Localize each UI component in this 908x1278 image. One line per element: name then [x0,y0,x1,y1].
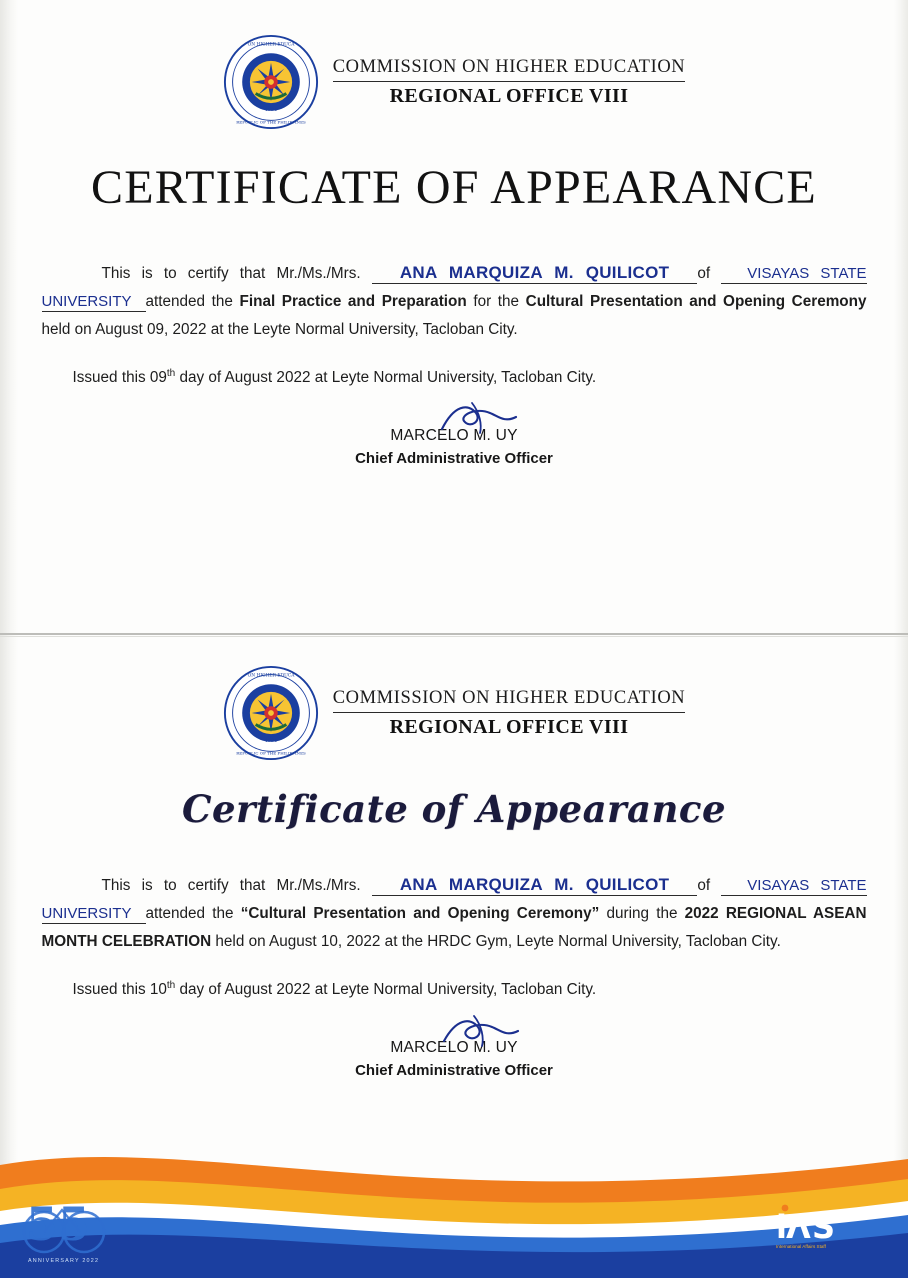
certificate-2-title-block [0,787,908,831]
certificate-1-body [42,259,867,344]
svg-text:55: 55 [26,1197,91,1251]
office-name: REGIONAL OFFICE VIII [389,715,629,738]
ched-seal-icon [223,34,319,130]
header-rule [333,712,686,713]
svg-text:S: S [812,1208,836,1246]
certificate-2-part-2: during the [599,905,685,922]
svg-text:Λ: Λ [786,1208,811,1246]
certificate-2-part-0: attended the [145,905,241,922]
certificate-1-header [0,34,908,130]
certificate-1-header-text [333,57,686,108]
certificate-1-signatory-name: MARCELO M. UY [390,427,518,445]
certificate-1-intro: This is to certify that Mr./Ms./Mrs. [101,265,361,282]
header-rule [333,81,686,82]
svg-text:i: i [776,1208,787,1246]
svg-text:1994: 1994 [264,738,277,744]
office-name: REGIONAL OFFICE VIII [389,84,629,107]
certificate-2-issued-suffix: day of August 2022 at Leyte Normal University, Tacloban City. [175,981,597,999]
footer-decorative-art [0,1103,908,1278]
svg-text:1994: 1994 [264,107,277,113]
certificate-2-school-field: VISAYAS STATE UNIVERSITY [41,877,867,922]
certificate-2-part-1: “Cultural Presentation and Opening Ceremony” [240,905,600,922]
certificate-1-issued-line [11,368,898,387]
certificate-2-name-field: ANA MARQUIZA M. QUILICOT [372,875,697,896]
certificate-1-part-0: attended the [145,293,240,310]
ias-logo-icon [772,1200,882,1252]
certificate-1 [0,0,908,467]
certificate-1-part-3: Cultural Presentation and Opening Ceremony [525,293,867,310]
55-anniversary-logo-icon [18,1188,128,1268]
certificate-2 [0,637,908,1079]
certificate-1-signature-block [0,427,908,467]
certificate-1-part-1: Final Practice and Preparation [239,293,467,310]
certificate-2-intro: This is to certify that Mr./Ms./Mrs. [101,877,361,894]
certificate-2-header-text [333,688,686,739]
svg-text:ON HIGHER EDUCA: ON HIGHER EDUCA [247,673,295,679]
certificate-1-name-field: ANA MARQUIZA M. QUILICOT [372,263,697,284]
certificate-2-issued-ordinal: th [166,980,176,991]
certificate-2-signatory-name: MARCELO M. UY [390,1039,518,1057]
certificate-1-after-name: of [697,265,711,282]
organization-name: COMMISSION ON HIGHER EDUCATION [332,56,686,77]
certificate-2-body [42,871,867,956]
certificate-1-part-2: for the [466,293,526,310]
certificate-1-school-field: VISAYAS STATE UNIVERSITY [41,265,867,310]
svg-text:ANNIVERSARY 2022: ANNIVERSARY 2022 [28,1258,100,1264]
certificate-2-part-4: held on August 10, 2022 at the HRDC Gym, Leyte Normal University, Tacloban City. [211,933,781,950]
certificate-2-after-name: of [697,877,711,894]
certificate-2-title: Certificate of Appearance [182,787,726,831]
page-divider [0,633,908,635]
certificate-1-title-block [0,160,908,215]
organization-name: COMMISSION ON HIGHER EDUCATION [332,687,686,708]
certificate-2-header [0,665,908,761]
certificate-2-issued-prefix: Issued this 10 [72,981,167,999]
certificate-2-issued-line [11,980,898,999]
certificate-1-issued-suffix: day of August 2022 at Leyte Normal University, Tacloban City. [175,369,597,387]
svg-text:REPUBLIC OF THE PHILIPPINES: REPUBLIC OF THE PHILIPPINES [235,750,306,756]
certificate-2-part-3: 2022 REGIONAL ASEAN MONTH CELEBRATION [41,905,867,950]
svg-text:International Affairs Staff: International Affairs Staff [776,1244,826,1249]
certificate-2-signature-block [0,1039,908,1079]
certificate-1-issued-ordinal: th [166,368,176,379]
svg-text:REPUBLIC OF THE PHILIPPINES: REPUBLIC OF THE PHILIPPINES [235,119,306,125]
ched-seal-icon [223,665,319,761]
handwritten-signature-icon [424,399,544,439]
certificate-1-part-4: held on August 09, 2022 at the Leyte Normal University, Tacloban City. [41,321,518,338]
certificate-1-title: CERTIFICATE OF APPEARANCE [91,161,817,214]
svg-text:ON HIGHER EDUCA: ON HIGHER EDUCA [247,42,295,48]
certificate-2-signatory-position: Chief Administrative Officer [355,1062,553,1080]
handwritten-signature-icon [424,1011,544,1051]
certificate-1-signatory-position: Chief Administrative Officer [355,450,553,468]
certificate-1-issued-prefix: Issued this 09 [72,369,167,387]
